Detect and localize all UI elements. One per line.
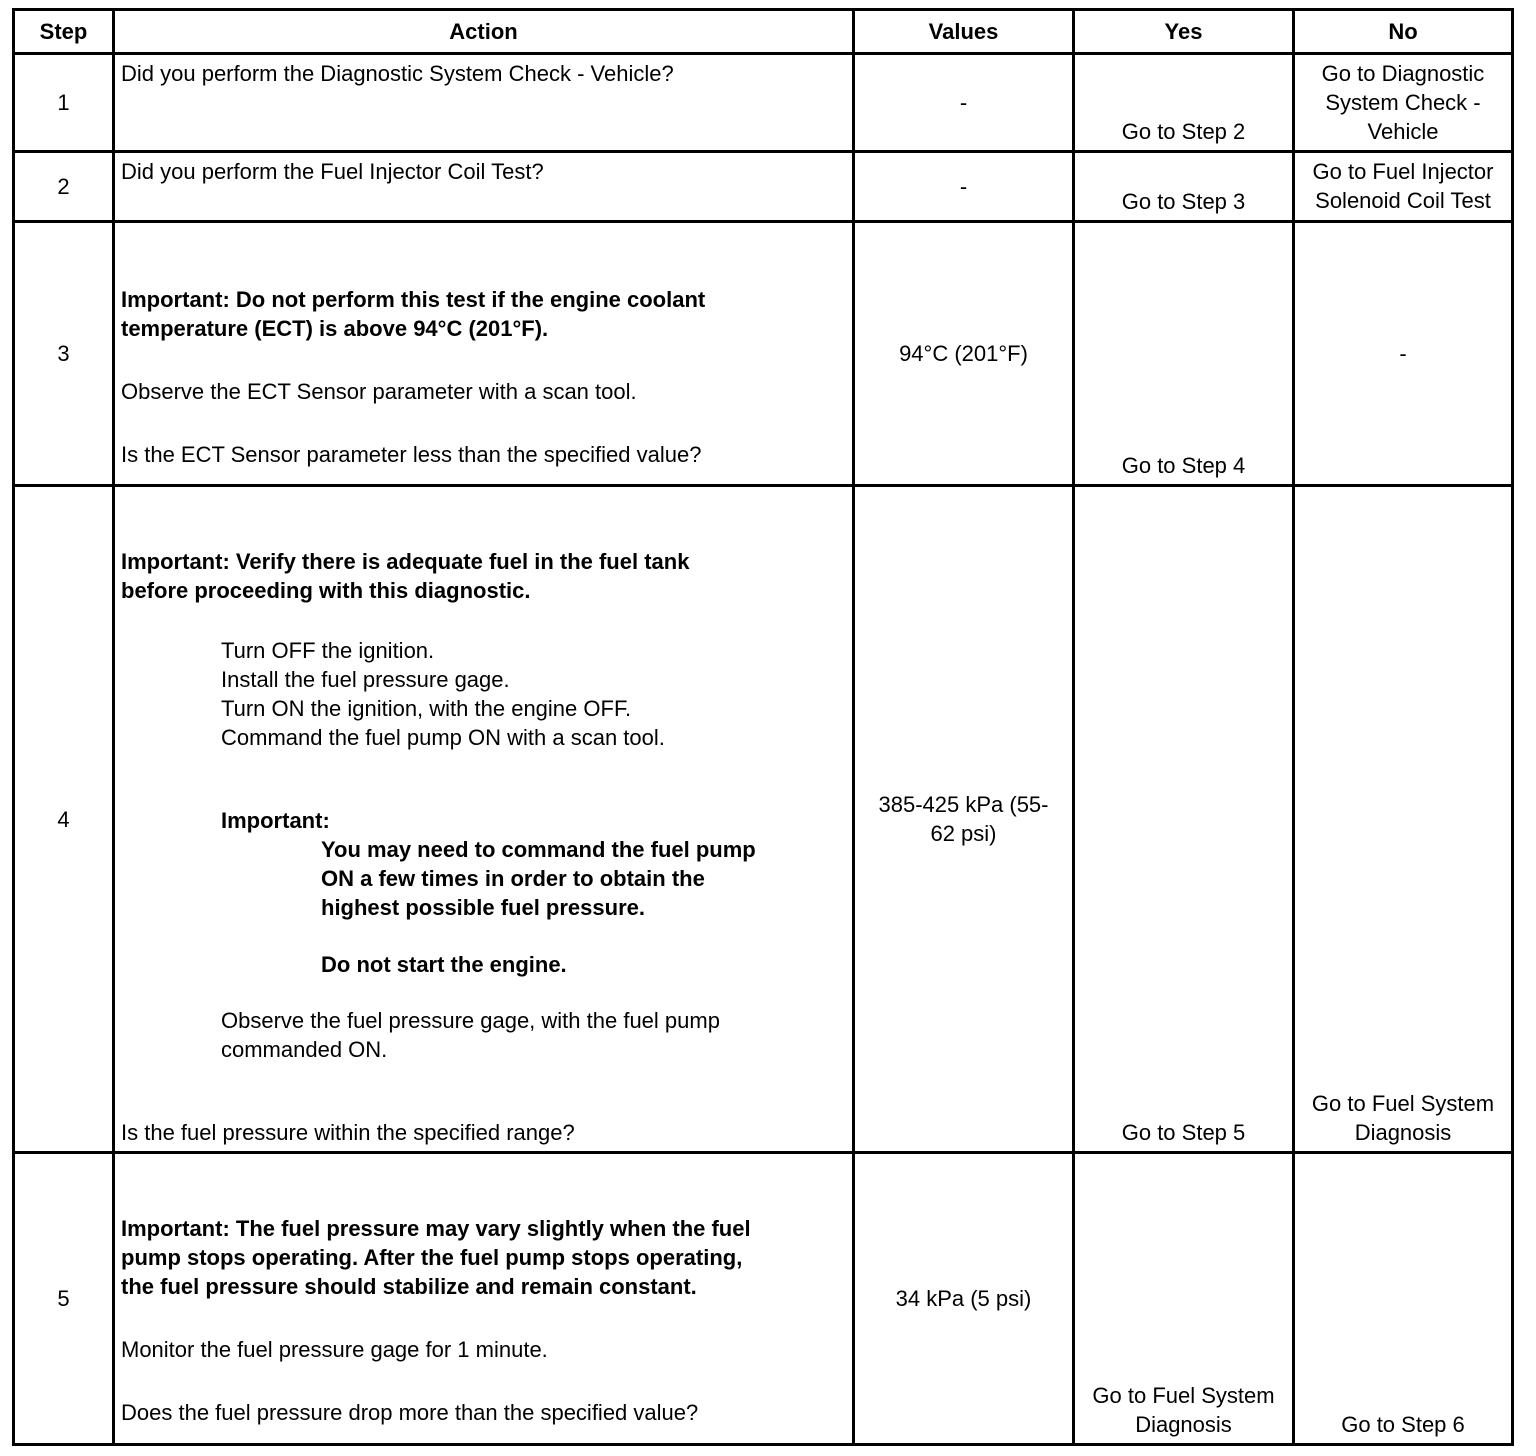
procedure-step: Turn ON the ignition, with the engine OFF.: [221, 696, 632, 722]
value-cell: 34 kPa (5 psi): [855, 1154, 1075, 1446]
yes-link: Go to Step 2: [1121, 119, 1246, 144]
observe-line1: Observe the fuel pressure gage, with the fuel pump: [221, 1008, 720, 1034]
yes-link-line1: Go to Fuel System: [1092, 1383, 1275, 1408]
value-line2: 62 psi): [930, 821, 997, 846]
sub-important-note: Do not start the engine.: [321, 951, 567, 977]
value-line1: 385-425 kPa (55-: [878, 792, 1049, 817]
yes-cell: [1075, 223, 1295, 487]
step-number: 3: [15, 223, 115, 487]
procedure-step: Install the fuel pressure gage.: [221, 667, 510, 693]
no-link-line2: Diagnosis: [1354, 1120, 1452, 1145]
important-note-line1: Important: Do not perform this test if the engine coolant: [121, 287, 706, 312]
sub-important-line2: ON a few times in order to obtain the: [321, 865, 705, 891]
action-cell: [115, 223, 855, 487]
action-instruction: Observe the ECT Sensor parameter with a scan tool.: [121, 379, 637, 404]
step-number: 5: [15, 1154, 115, 1446]
value-cell: [855, 487, 1075, 1154]
observe-line2: commanded ON.: [221, 1037, 388, 1063]
header-values: Values: [855, 11, 1075, 55]
spacer: [121, 1064, 846, 1118]
spacer: [121, 979, 846, 1007]
spacer: [121, 922, 846, 950]
yes-link: Go to Step 4: [1121, 453, 1246, 478]
no-cell: [1295, 1154, 1514, 1446]
yes-cell: [1075, 1154, 1295, 1446]
no-cell: [1295, 153, 1514, 223]
yes-cell: [1075, 487, 1295, 1154]
action-cell: [115, 153, 855, 223]
no-link-line2: System Check -: [1325, 90, 1481, 115]
sub-important-label: Important:: [221, 807, 330, 833]
spacer: [121, 1301, 846, 1335]
step-number: 1: [15, 55, 115, 153]
yes-link: Go to Step 5: [1121, 1120, 1246, 1145]
no-link-line2: Solenoid Coil Test: [1315, 188, 1491, 213]
important-note-line2: pump stops operating. After the fuel pump stops operating,: [121, 1245, 743, 1270]
action-question: Did you perform the Diagnostic System Check - Vehicle?: [121, 61, 674, 86]
important-note-line1: Important: The fuel pressure may vary slightly when the fuel: [121, 1216, 751, 1241]
spacer: [121, 406, 846, 440]
yes-link-line2: Diagnosis: [1135, 1412, 1232, 1437]
action-question: Did you perform the Fuel Injector Coil Test?: [121, 159, 544, 184]
action-question: Is the fuel pressure within the specified range?: [121, 1120, 575, 1145]
header-action: Action: [115, 11, 855, 55]
step-number: 2: [15, 153, 115, 223]
header-no: No: [1295, 11, 1514, 55]
sub-important-line3: highest possible fuel pressure.: [321, 894, 645, 920]
yes-cell: [1075, 55, 1295, 153]
important-note-line2: temperature (ECT) is above 94°C (201°F).: [121, 316, 549, 341]
diagnostic-table: [12, 8, 1514, 1446]
no-cell: -: [1295, 223, 1514, 487]
no-link-line1: Go to Diagnostic: [1321, 61, 1485, 86]
action-question: Does the fuel pressure drop more than the specified value?: [121, 1400, 699, 1425]
header-step: Step: [15, 11, 115, 55]
action-cell: [115, 55, 855, 153]
spacer: [121, 343, 846, 377]
action-cell: [115, 1154, 855, 1446]
action-question: Is the ECT Sensor parameter less than the specified value?: [121, 442, 702, 467]
step-number: 4: [15, 487, 115, 1154]
spacer: [121, 1364, 846, 1398]
spacer: [121, 605, 846, 636]
procedure-step: Command the fuel pump ON with a scan tool.: [221, 725, 665, 751]
spacer: [121, 752, 846, 806]
no-cell: [1295, 487, 1514, 1154]
no-link-line1: Go to Fuel Injector: [1312, 159, 1494, 184]
procedure-step: Turn OFF the ignition.: [221, 638, 435, 664]
important-note-line3: the fuel pressure should stabilize and remain constant.: [121, 1274, 697, 1299]
no-link-line1: Go to Fuel System: [1311, 1091, 1495, 1116]
yes-link: Go to Step 3: [1121, 189, 1246, 214]
no-link: Go to Step 6: [1341, 1412, 1465, 1437]
no-cell: [1295, 55, 1514, 153]
yes-cell: [1075, 153, 1295, 223]
value-cell: -: [855, 55, 1075, 153]
important-note-line2: before proceeding with this diagnostic.: [121, 578, 531, 603]
action-cell: [115, 487, 855, 1154]
header-yes: Yes: [1075, 11, 1295, 55]
no-link-line3: Vehicle: [1367, 119, 1439, 144]
value-cell: -: [855, 153, 1075, 223]
action-instruction: Monitor the fuel pressure gage for 1 minute.: [121, 1337, 548, 1362]
value-cell: 94°C (201°F): [855, 223, 1075, 487]
sub-important-line1: You may need to command the fuel pump: [321, 836, 756, 862]
important-note-line1: Important: Verify there is adequate fuel in the fuel tank: [121, 549, 690, 574]
